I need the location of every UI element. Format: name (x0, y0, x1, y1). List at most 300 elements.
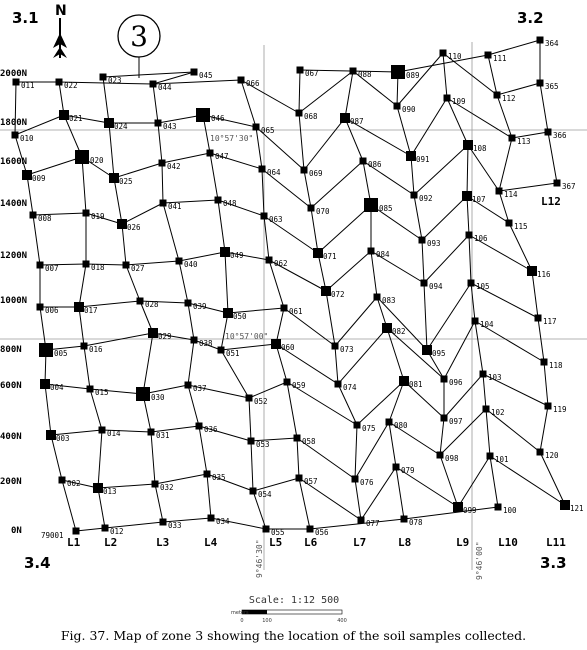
sample-id-label: 107 (472, 195, 486, 204)
sample-id-label: 083 (382, 296, 396, 305)
sample-marker (374, 294, 381, 301)
sample-marker (261, 213, 268, 220)
sample-id-label: 065 (261, 126, 275, 135)
sample-id-label: 057 (304, 477, 318, 486)
sample-marker (30, 212, 37, 219)
survey-line-label: L10 (498, 536, 518, 549)
sample-id-label: 367 (562, 182, 576, 191)
sample-marker (386, 419, 393, 426)
scale (231, 595, 347, 624)
sample-id-label: 026 (127, 223, 141, 232)
sample-id-label: 093 (427, 239, 441, 248)
sample-id-label: 104 (480, 320, 494, 329)
traverse-segment (98, 430, 102, 488)
sample-marker (176, 258, 183, 265)
sample-id-label: 063 (269, 215, 283, 224)
traverse-segment (440, 418, 444, 455)
traverse-segment (297, 438, 299, 478)
scale-text: Scale: 1:12 500 (248, 595, 340, 606)
survey-line-label: L5 (269, 536, 283, 549)
sample-id-label: 018 (91, 263, 105, 272)
sample-id-label: 046 (211, 114, 225, 123)
sample-marker (545, 129, 552, 136)
sample-id-label: 112 (502, 94, 516, 103)
tie-segment (361, 467, 396, 520)
sample-marker (296, 110, 303, 117)
sample-marker (350, 68, 357, 75)
sample-marker (137, 298, 144, 305)
sample-marker (39, 343, 53, 357)
sample-id-label: 105 (476, 282, 490, 291)
sample-id-label: 114 (504, 190, 518, 199)
figure-caption: Fig. 37. Map of zone 3 showing the location of the soil samples collected. (60, 628, 527, 643)
sample-marker (307, 526, 314, 533)
traverse-segment (163, 203, 179, 261)
sample-id-label: 028 (145, 300, 159, 309)
sample-id-label: 027 (131, 264, 145, 273)
sample-marker (313, 248, 323, 258)
traverse-segment (389, 381, 404, 422)
sample-marker (496, 188, 503, 195)
sample-id-label: 069 (309, 169, 323, 178)
traverse-segment (188, 340, 194, 385)
latitude-label-2: 10°57'00" (225, 332, 269, 341)
traverse-segment (443, 53, 447, 98)
sample-id-label: 035 (212, 473, 226, 482)
sample-id-label: 052 (254, 397, 268, 406)
sample-id-label: 042 (167, 162, 181, 171)
sample-id-label: 059 (292, 381, 306, 390)
sample-id-label: 366 (553, 131, 567, 140)
sample-id-label: 090 (402, 105, 416, 114)
sample-marker (462, 191, 472, 201)
sample-id-label: 062 (274, 259, 288, 268)
sample-marker (196, 423, 203, 430)
sample-id-label: 098 (445, 454, 459, 463)
sample-id-label: 025 (119, 177, 133, 186)
sample-id-label: 073 (340, 345, 354, 354)
sample-marker (382, 323, 392, 333)
traverse-segment (251, 441, 253, 491)
northing-label: 1800N (0, 118, 28, 128)
sample-marker (284, 379, 291, 386)
sample-marker (527, 266, 537, 276)
sample-id-label: 049 (230, 251, 244, 260)
sample-marker (485, 52, 492, 59)
sample-marker (191, 337, 198, 344)
sample-id-label: 033 (168, 521, 182, 530)
tie-segment (444, 321, 475, 379)
sample-id-label: 102 (491, 408, 505, 417)
traverse-segment (424, 283, 427, 350)
sample-id-label: 053 (256, 440, 270, 449)
sample-marker (81, 343, 88, 350)
sample-id-label: 103 (488, 373, 502, 382)
sample-marker (204, 471, 211, 478)
sample-id-label: 078 (409, 518, 423, 527)
corner-label-top-left: 3.1 (12, 9, 39, 27)
sample-marker (13, 79, 20, 86)
traverse-segment (355, 425, 357, 479)
sample-marker (554, 180, 561, 187)
sample-marker (238, 77, 245, 84)
sample-id-label: 120 (545, 451, 559, 460)
sample-id-label: 087 (350, 117, 364, 126)
sample-id-label: 115 (514, 222, 528, 231)
sample-marker (75, 150, 89, 164)
tie-segment (76, 528, 105, 531)
traverse-segment (540, 406, 548, 452)
sample-id-label: 037 (193, 384, 207, 393)
northing-label: 1400N (0, 199, 28, 209)
northing-label: 200N (0, 477, 22, 487)
sample-id-label: 119 (553, 405, 567, 414)
sample-marker (159, 160, 166, 167)
tie-segment (27, 157, 82, 175)
sample-id-label: 021 (69, 114, 83, 123)
traverse-segment (345, 71, 353, 118)
sample-marker (83, 210, 90, 217)
traverse-segment (422, 240, 424, 283)
sample-marker (109, 173, 119, 183)
survey-line-label: L7 (353, 536, 367, 549)
traverse-segment (299, 70, 300, 113)
longitude-label-1: 9°46'30" (255, 539, 264, 578)
northing-label: 1200N (0, 251, 28, 261)
sample-id-label: 004 (50, 383, 64, 392)
traverse-segment (335, 346, 338, 384)
sample-marker (437, 452, 444, 459)
sample-id-label: 023 (108, 76, 122, 85)
sample-id-label: 100 (503, 506, 517, 515)
sample-marker (301, 167, 308, 174)
scale-tick-0: 0 (240, 618, 244, 624)
sample-id-label: 044 (158, 83, 172, 92)
sample-marker (441, 376, 448, 383)
sample-marker (472, 318, 479, 325)
sample-marker (281, 305, 288, 312)
northing-label: 0N (11, 526, 22, 536)
sample-marker (46, 430, 56, 440)
sample-marker (155, 120, 162, 127)
sample-id-label: 009 (32, 174, 46, 183)
north-arrow-icon (53, 3, 67, 58)
sample-id-label: 079 (401, 466, 415, 475)
tie-segment (357, 381, 404, 425)
tie-segment (414, 145, 468, 195)
sample-id-label: 072 (331, 290, 345, 299)
sample-marker (250, 488, 257, 495)
sample-marker (421, 280, 428, 287)
sample-id-label: 096 (449, 378, 463, 387)
sample-id-label: 095 (432, 349, 446, 358)
sample-id-label: 071 (323, 252, 337, 261)
sample-id-label: 040 (184, 260, 198, 269)
tie-segment (397, 53, 443, 106)
sample-id-label: 008 (38, 214, 52, 223)
scale-tick-1: 100 (262, 618, 272, 624)
tie-segment (458, 456, 490, 507)
sample-id-label: 111 (493, 54, 507, 63)
traverse-segment (299, 113, 304, 170)
sample-marker (487, 453, 494, 460)
sample-marker (495, 504, 502, 511)
sample-marker (406, 151, 416, 161)
sample-marker (441, 415, 448, 422)
traverse-segment (287, 382, 297, 438)
sample-marker (411, 192, 418, 199)
sample-marker (332, 343, 339, 350)
sample-marker (223, 308, 233, 318)
sample-id-label: 118 (549, 361, 563, 370)
traverse-segment (207, 474, 211, 518)
sample-marker (480, 371, 487, 378)
traverse-segment (162, 163, 163, 203)
sample-marker (148, 328, 158, 338)
sample-marker (100, 74, 107, 81)
sample-id-label: 034 (216, 517, 230, 526)
sample-marker (160, 519, 167, 526)
sample-id-label: 365 (545, 82, 559, 91)
sample-id-label: 030 (151, 393, 165, 402)
sample-marker (136, 387, 150, 401)
sample-marker (537, 37, 544, 44)
sample-marker (218, 347, 225, 354)
sample-marker (185, 382, 192, 389)
corner-label-top-right: 3.2 (517, 9, 544, 27)
sample-id-label: 080 (394, 421, 408, 430)
traverse-segment (79, 264, 86, 307)
sample-id-label: 066 (246, 79, 260, 88)
corner-label-bottom-left: 3.4 (24, 554, 51, 572)
sample-marker (419, 237, 426, 244)
sample-marker (59, 477, 66, 484)
latitude-label-1: 10°57'30" (210, 134, 254, 143)
traverse-segment (411, 156, 414, 195)
survey-line-label: L1 (67, 536, 81, 549)
sample-marker (335, 381, 342, 388)
sample-marker (196, 108, 210, 122)
sample-id-label: 020 (90, 156, 104, 165)
sample-marker (358, 517, 365, 524)
sample-marker (59, 110, 69, 120)
scale-tick-2: 400 (337, 618, 347, 624)
sample-marker (354, 422, 361, 429)
traverse-segment (158, 123, 162, 163)
sample-id-label: 106 (474, 234, 488, 243)
sample-marker (391, 65, 405, 79)
sample-marker (453, 502, 463, 512)
sample-id-label: 006 (45, 306, 59, 315)
scale-bar-unit: meters (231, 610, 249, 616)
sample-marker (297, 67, 304, 74)
sample-id-label: 014 (107, 429, 121, 438)
sample-id-label: 011 (21, 81, 35, 90)
sample-marker (56, 79, 63, 86)
sample-marker (494, 92, 501, 99)
sample-marker (22, 170, 32, 180)
tie-segment (338, 328, 387, 384)
sample-id-label: 068 (304, 112, 318, 121)
sample-marker (208, 515, 215, 522)
sample-marker (308, 205, 315, 212)
sample-id-label: 060 (281, 343, 295, 352)
sample-id-label: 048 (223, 199, 237, 208)
sample-marker (191, 69, 198, 76)
sample-id-label: 036 (204, 425, 218, 434)
sample-marker (399, 376, 409, 386)
traverse-segment (225, 252, 228, 313)
sample-id-label: 003 (56, 434, 70, 443)
sample-marker (321, 286, 331, 296)
sample-id-label: 055 (271, 528, 285, 537)
sample-id-label: 056 (315, 528, 329, 537)
sample-marker (104, 118, 114, 128)
sample-id-label: 051 (226, 349, 240, 358)
survey-line-label: L8 (398, 536, 412, 549)
traverse-segment (143, 333, 153, 394)
sample-marker (40, 379, 50, 389)
sample-marker (352, 476, 359, 483)
sample-marker (207, 150, 214, 157)
sample-marker (340, 113, 350, 123)
sample-id-label: 043 (163, 122, 177, 131)
northing-label: 1600N (0, 157, 28, 167)
sample-marker (74, 302, 84, 312)
northing-label: 600N (0, 381, 22, 391)
sample-marker (37, 304, 44, 311)
traverse-segment (469, 235, 471, 283)
sample-marker (537, 449, 544, 456)
sample-id-label: 108 (473, 144, 487, 153)
sample-id-label: 081 (409, 380, 423, 389)
sample-id-label: 022 (64, 81, 78, 90)
sample-marker (12, 132, 19, 139)
survey-line-label: L2 (104, 536, 118, 549)
sample-marker (150, 81, 157, 88)
sample-id-label: 041 (168, 202, 182, 211)
sample-id-label: 016 (89, 345, 103, 354)
corner-label-bottom-right: 3.3 (540, 554, 567, 572)
sample-marker (368, 248, 375, 255)
sample-id-label: 092 (419, 194, 433, 203)
sample-id-label: 017 (84, 306, 98, 315)
sample-id-label: 074 (343, 383, 357, 392)
traverse-segment (467, 196, 469, 235)
sample-id-label: 084 (376, 250, 390, 259)
traverse-segment (122, 224, 126, 265)
zone-marker (118, 15, 160, 78)
tie-segment (249, 382, 287, 398)
sample-marker (220, 247, 230, 257)
sample-id-label: 109 (452, 97, 466, 106)
sample-marker (545, 403, 552, 410)
sample-id-label: 050 (233, 312, 247, 321)
sample-id-label: 097 (449, 417, 463, 426)
sample-marker (394, 103, 401, 110)
sample-id-label: 077 (366, 519, 380, 528)
sample-id-label: 007 (45, 264, 59, 273)
sample-marker (483, 406, 490, 413)
survey-line-label: L9 (456, 536, 470, 549)
sample-marker (117, 219, 127, 229)
northing-label: 1000N (0, 296, 28, 306)
sample-marker (93, 483, 103, 493)
sample-marker (444, 95, 451, 102)
traverse-segment (544, 362, 548, 406)
tie-segment (114, 163, 162, 178)
sample-id-label: 061 (289, 307, 303, 316)
sample-marker (185, 300, 192, 307)
survey-line-label: L3 (156, 536, 170, 549)
sample-marker (37, 262, 44, 269)
sample-id-label: 039 (193, 302, 207, 311)
traverse-segment (486, 409, 490, 456)
tie-segment (488, 40, 540, 55)
sample-id-label: 005 (54, 349, 68, 358)
sample-id-label: 031 (156, 431, 170, 440)
sample-marker (401, 516, 408, 523)
sample-id-label: 024 (114, 122, 128, 131)
sample-id-label: 094 (429, 282, 443, 291)
traverse-segment (82, 157, 86, 213)
sample-marker (102, 525, 109, 532)
sample-marker (509, 135, 516, 142)
sample-id-label: 015 (95, 388, 109, 397)
survey-line-label: L4 (204, 536, 218, 549)
sample-id-label: 79001 (41, 531, 64, 540)
sample-marker (263, 526, 270, 533)
sample-id-label: 045 (199, 71, 213, 80)
sample-id-label: 101 (495, 455, 509, 464)
sample-id-label: 047 (215, 152, 229, 161)
sample-marker (148, 429, 155, 436)
sample-marker (246, 395, 253, 402)
traverse-segment (483, 374, 486, 409)
sample-marker (271, 339, 281, 349)
tie-segment (122, 203, 163, 224)
sample-marker (123, 262, 130, 269)
sample-marker (364, 198, 378, 212)
tie-segment (411, 98, 447, 156)
sample-marker (541, 359, 548, 366)
sample-id-label: 064 (267, 168, 281, 177)
sample-marker (215, 197, 222, 204)
sample-marker (248, 438, 255, 445)
sample-id-label: 089 (406, 71, 420, 80)
sample-id-label: 091 (416, 155, 430, 164)
sample-marker (73, 528, 80, 535)
sample-marker (294, 435, 301, 442)
sample-id-label: 067 (305, 69, 319, 78)
sample-marker (560, 500, 570, 510)
sample-id-label: 038 (199, 339, 213, 348)
sample-id-label: 082 (392, 327, 406, 336)
traverse-segment (249, 398, 251, 441)
sample-id-label: 054 (258, 490, 272, 499)
sample-marker (99, 427, 106, 434)
sample-marker (463, 140, 473, 150)
north-label: N (55, 3, 67, 19)
survey-line-label: L11 (546, 536, 566, 549)
sample-marker (253, 124, 260, 131)
sample-id-label: 110 (448, 52, 462, 61)
sample-marker (422, 345, 432, 355)
sample-id-label: 088 (358, 70, 372, 79)
sample-marker (535, 315, 542, 322)
sample-marker (296, 475, 303, 482)
sample-id-label: 121 (570, 504, 584, 513)
